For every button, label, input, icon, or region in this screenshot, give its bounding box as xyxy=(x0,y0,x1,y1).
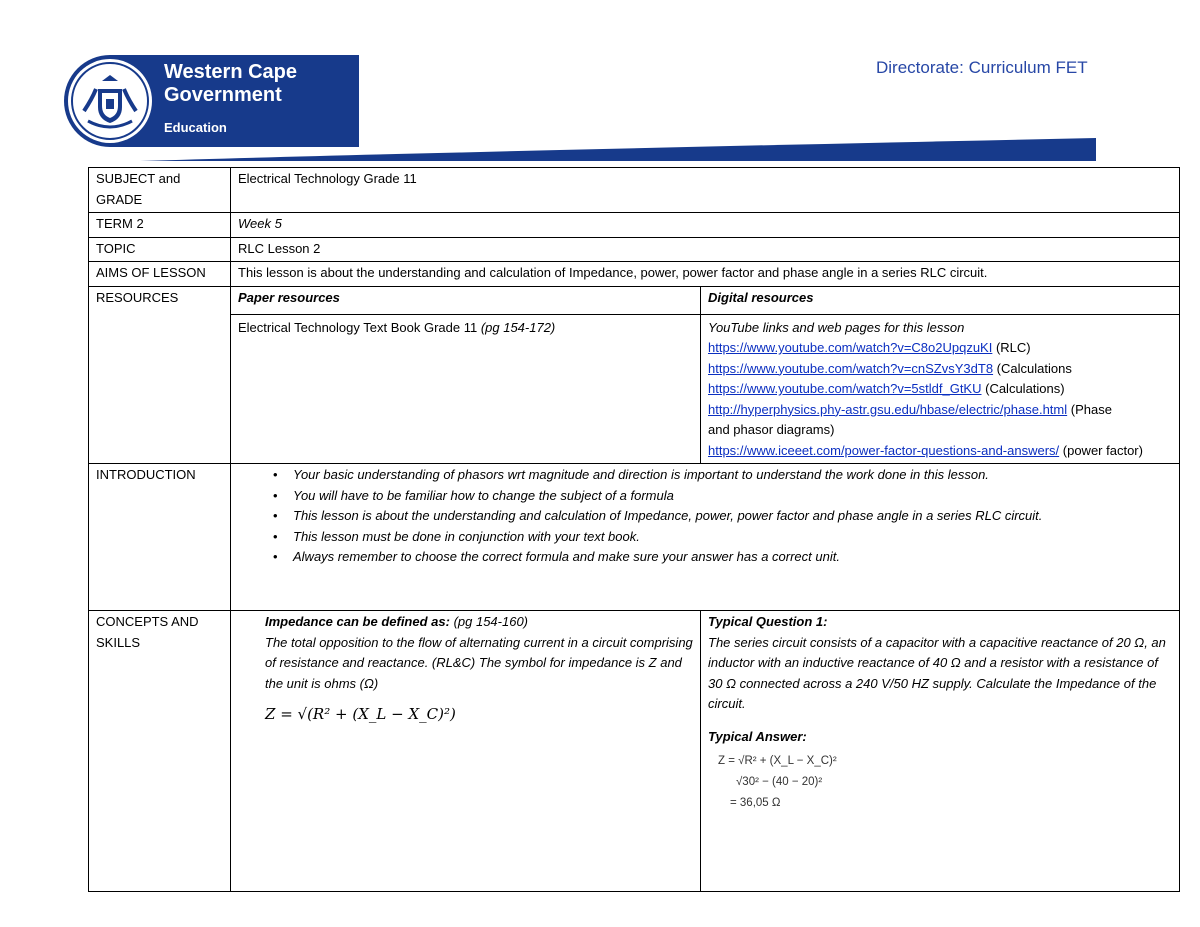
row-subject xyxy=(89,168,1180,213)
link-note: (Phase and phasor diagrams) xyxy=(708,401,1112,437)
label-topic: TOPIC xyxy=(89,237,231,262)
paper-resources-heading: Paper resources xyxy=(231,286,701,314)
digital-resources-heading: Digital resources xyxy=(701,286,1180,314)
header-blue-band xyxy=(140,138,1096,161)
hyperphysics-link[interactable]: http://hyperphysics.phy-astr.gsu.edu/hbase/electric/phase.html xyxy=(708,401,1068,417)
answer-heading: Typical Answer: xyxy=(708,728,807,744)
link-item xyxy=(708,379,1177,400)
textbook-pages: (pg 154-172) xyxy=(480,319,556,335)
row-aims xyxy=(89,262,1180,287)
list-item: • Your basic understanding of phasors wrt magnitude and direction is important to understand the work done in this lesson. xyxy=(293,465,1173,486)
question-heading: Typical Question 1: xyxy=(708,614,828,629)
link-item xyxy=(708,400,1128,441)
label-resources: RESOURCES xyxy=(89,286,231,464)
row-term xyxy=(89,213,1180,238)
label-concepts: CONCEPTS AND SKILLS xyxy=(89,611,231,892)
directorate-label: Directorate: Curriculum FET xyxy=(876,58,1088,77)
paper-resources xyxy=(231,314,701,464)
introduction-content xyxy=(231,464,1180,611)
link-item xyxy=(708,441,1177,462)
digital-resources xyxy=(701,314,1180,464)
value-term: Week 5 xyxy=(231,213,1180,238)
youtube-link-rlc[interactable]: https://www.youtube.com/watch?v=C8o2UpqzuKI xyxy=(708,340,993,355)
row-topic xyxy=(89,237,1180,262)
link-note: (Calculations) xyxy=(981,381,1065,396)
label-aims: AIMS OF LESSON xyxy=(89,262,231,287)
iceeet-link[interactable]: https://www.iceeet.com/power-factor-questions-and-answers/ xyxy=(708,442,1060,458)
answer-line: = 36,05 Ω xyxy=(730,797,781,809)
typical-question xyxy=(701,611,1180,892)
link-item xyxy=(708,338,1177,359)
label-introduction: INTRODUCTION xyxy=(89,464,231,611)
impedance-heading: Impedance can be defined as: xyxy=(265,614,450,629)
row-resources-content xyxy=(89,314,1180,464)
answer-line: √30² − (40 − 20)² xyxy=(736,776,823,788)
impedance-definition xyxy=(231,611,701,892)
question-text: The series circuit consists of a capacitor with a capacitive reactance of 20 Ω, an inductor with an inductive reactance of 40 Ω and a resistor with a resistance of 30 Ω connected across a 240 V/50 HZ supply. Calculate the Impedance of the circuit. xyxy=(708,634,1166,711)
value-subject: Electrical Technology Grade 11 xyxy=(231,168,1180,213)
label-term: TERM 2 xyxy=(89,213,231,238)
row-resources-headings xyxy=(89,286,1180,314)
wcg-logo xyxy=(64,55,359,147)
textbook-title: Electrical Technology Text Book Grade 11 xyxy=(238,319,481,335)
youtube-link-calculations-2[interactable]: https://www.youtube.com/watch?v=5stldf_GtKU xyxy=(708,381,982,396)
row-concepts xyxy=(89,611,1180,892)
label-subject: SUBJECT and GRADE xyxy=(89,168,231,213)
link-note: (RLC) xyxy=(992,340,1031,355)
logo-subtitle: Education xyxy=(164,120,227,135)
answer-working xyxy=(718,751,1173,814)
logo-name: Western Cape Government xyxy=(164,61,298,106)
link-note: (Calculations xyxy=(993,360,1072,376)
impedance-formula: Z = √(R² + (X_L − X_C)²) xyxy=(265,705,456,723)
list-item: • You will have to be familiar how to change the subject of a formula xyxy=(293,486,1173,507)
list-item: • This lesson must be done in conjunction with your text book. xyxy=(293,527,1173,548)
impedance-pages: (pg 154-160) xyxy=(449,614,529,629)
value-topic: RLC Lesson 2 xyxy=(231,237,1180,262)
link-note: (power factor) xyxy=(1059,442,1143,458)
link-item xyxy=(708,359,1177,380)
introduction-list xyxy=(238,465,1173,568)
answer-line: Z = √R² + (X_L − X_C)² xyxy=(718,755,837,767)
lesson-table xyxy=(88,167,1180,892)
row-introduction xyxy=(89,464,1180,611)
impedance-text: The total opposition to the flow of alternating current in a circuit comprising of resistance and reactance. (RL&C) The symbol for impedance is Z and the unit is ohms (Ω) xyxy=(265,634,693,691)
list-item: • This lesson is about the understanding and calculation of Impedance, power, power factor and phase angle in a series RLC circuit. xyxy=(293,506,1173,527)
list-item: • Always remember to choose the correct formula and make sure your answer has a correct unit. xyxy=(293,547,1173,568)
value-aims: This lesson is about the understanding and calculation of Impedance, power, power factor and phase angle in a series RLC circuit. xyxy=(231,262,1180,287)
coat-of-arms-icon xyxy=(68,59,152,143)
youtube-link-calculations-1[interactable]: https://www.youtube.com/watch?v=cnSZvsY3dT8 xyxy=(708,360,994,376)
digital-intro: YouTube links and web pages for this lesson xyxy=(708,319,965,335)
